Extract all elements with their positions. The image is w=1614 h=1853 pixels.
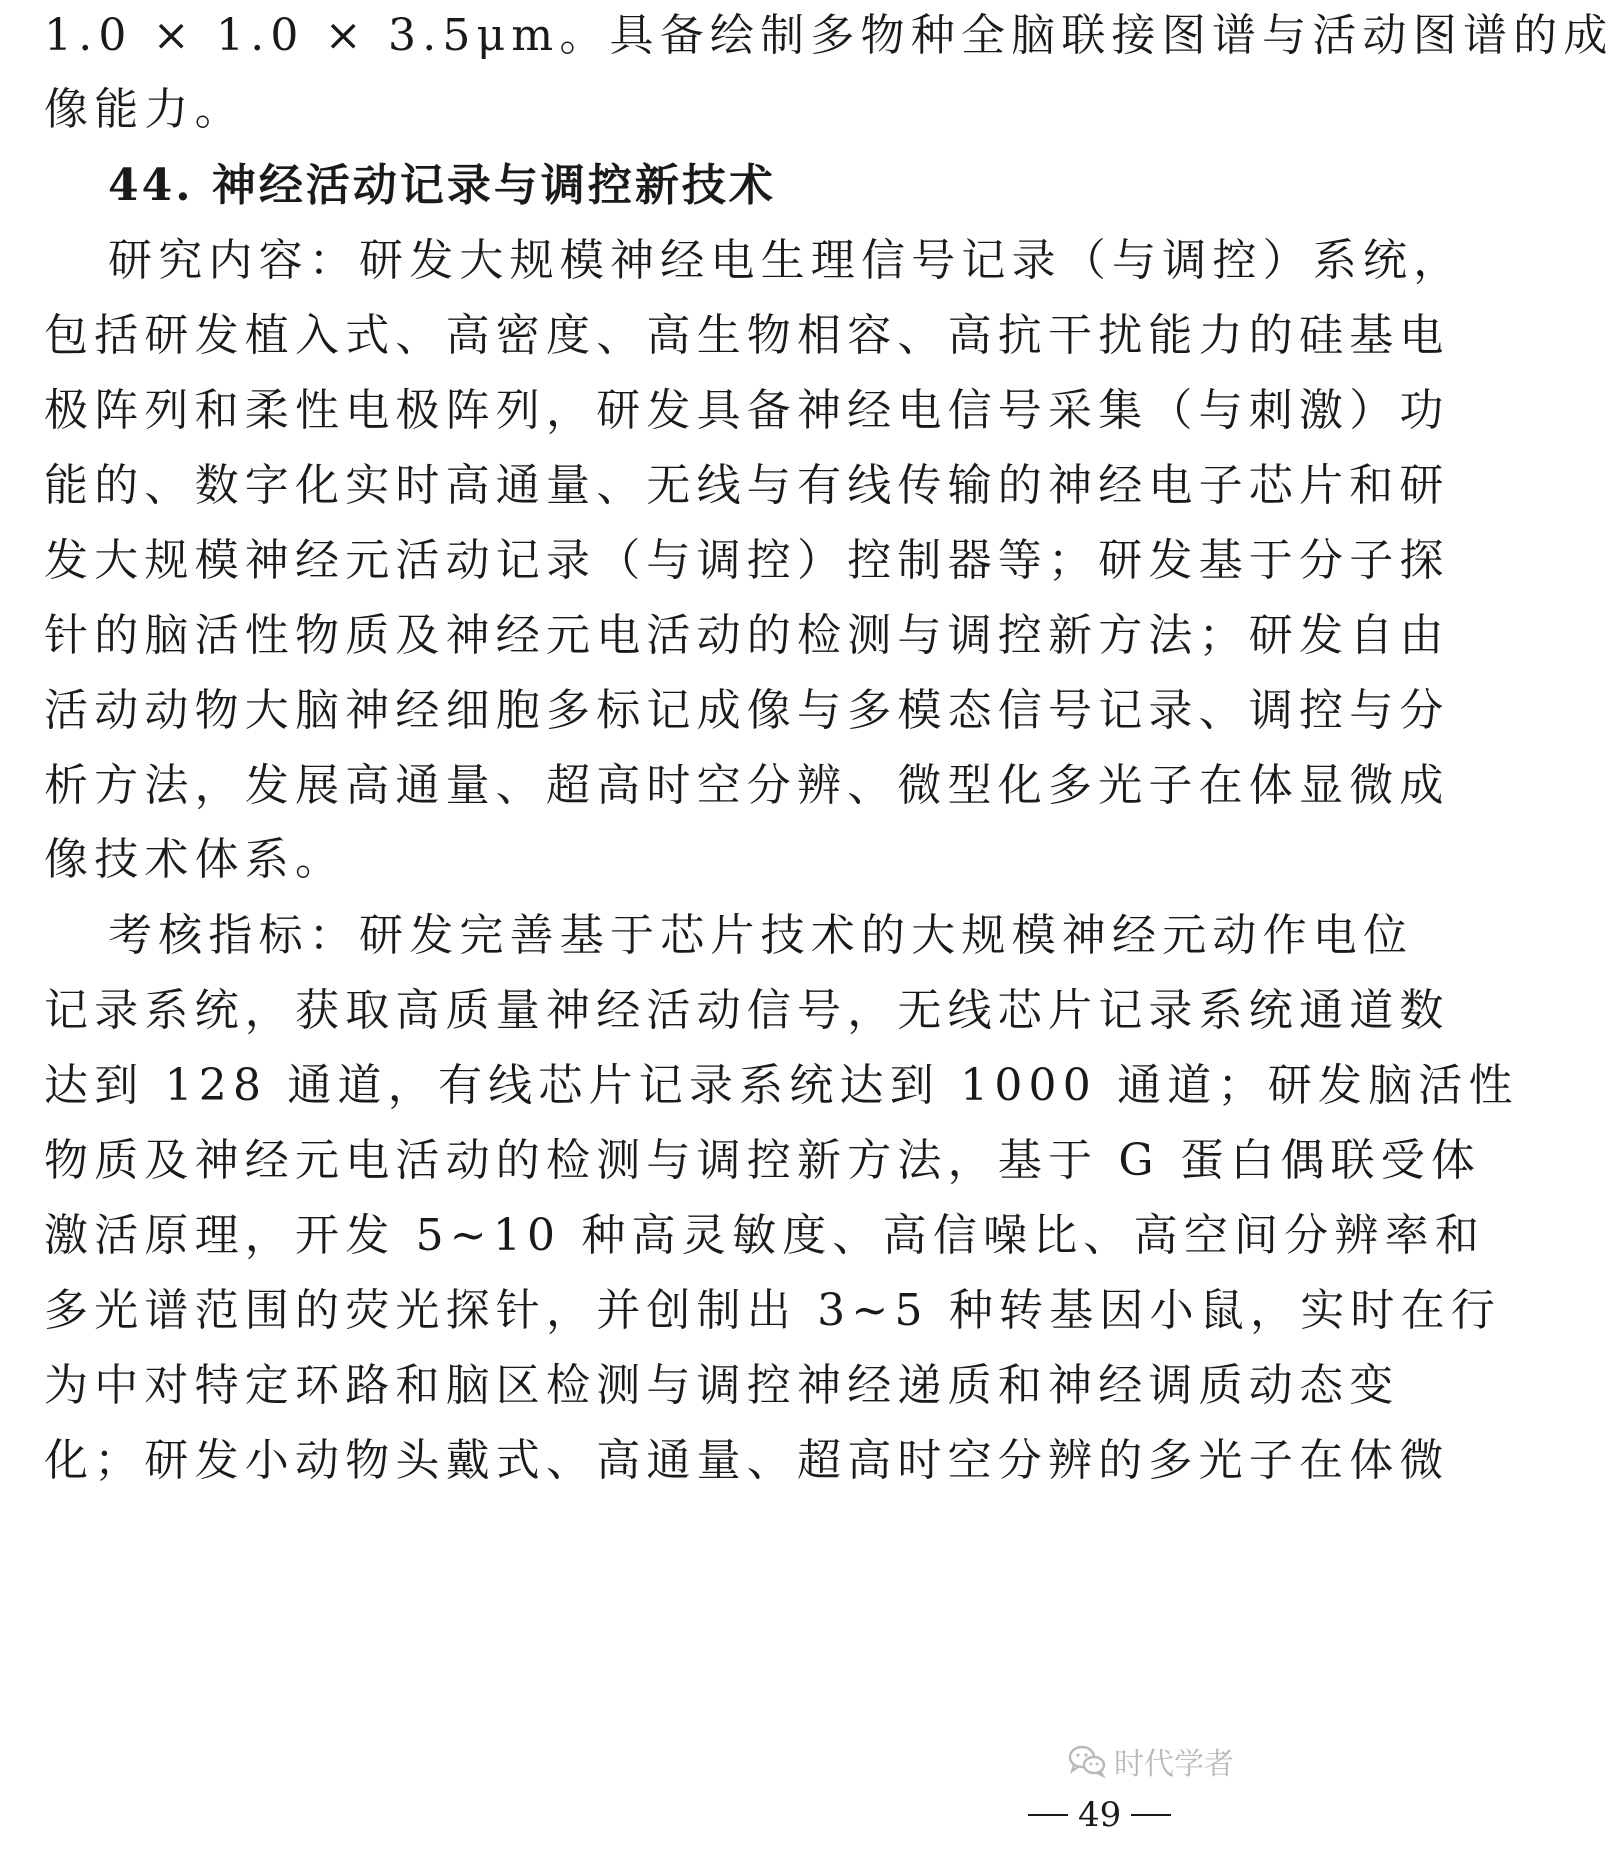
watermark-text: 时代学者	[1114, 1747, 1234, 1782]
text-line: 析方法，发展高通量、超高时空分辨、微型化多光子在体显微成	[44, 760, 1450, 811]
dash-right	[1131, 1814, 1171, 1816]
text-line: 研究内容：研发大规模神经电生理信号记录（与调控）系统，	[108, 235, 1464, 286]
text-line: 记录系统，获取高质量神经活动信号，无线芯片记录系统通道数	[44, 985, 1450, 1036]
section-heading: 44. 神经活动记录与调控新技术	[108, 160, 776, 211]
text-line: 多光谱范围的荧光探针，并创制出 3~5 种转基因小鼠，实时在行	[44, 1285, 1502, 1336]
page-number: 49	[1078, 1795, 1122, 1835]
text-line: 能的、数字化实时高通量、无线与有线传输的神经电子芯片和研	[44, 460, 1450, 511]
text-line: 极阵列和柔性电极阵列，研发具备神经电信号采集（与刺激）功	[44, 385, 1450, 436]
text-line: 达到 128 通道，有线芯片记录系统达到 1000 通道；研发脑活性	[44, 1060, 1519, 1111]
text-line: 针的脑活性物质及神经元电活动的检测与调控新方法；研发自由	[44, 610, 1450, 661]
text-line: 像技术体系。	[44, 834, 346, 885]
dash-left	[1028, 1814, 1068, 1816]
text-line: 为中对特定环路和脑区检测与调控神经递质和神经调质动态变	[44, 1360, 1400, 1411]
watermark	[1068, 1738, 1234, 1784]
text-line: 包括研发植入式、高密度、高生物相容、高抗干扰能力的硅基电	[44, 310, 1450, 361]
text-line: 激活原理，开发 5~10 种高灵敏度、高信噪比、高空间分辨率和	[44, 1210, 1486, 1261]
text-line: 活动动物大脑神经细胞多标记成像与多模态信号记录、调控与分	[44, 685, 1450, 736]
text-line: 发大规模神经元活动记录（与调控）控制器等；研发基于分子探	[44, 535, 1450, 586]
text-line: 考核指标：研发完善基于芯片技术的大规模神经元动作电位	[108, 910, 1414, 961]
page-number-block	[1028, 1793, 1171, 1837]
wechat-icon	[1068, 1745, 1106, 1777]
text-line: 1.0 × 1.0 × 3.5μm。具备绘制多物种全脑联接图谱与活动图谱的成	[44, 10, 1614, 61]
text-line: 像能力。	[44, 84, 245, 135]
text-line: 物质及神经元电活动的检测与调控新方法，基于 G 蛋白偶联受体	[44, 1135, 1482, 1186]
text-line: 化；研发小动物头戴式、高通量、超高时空分辨的多光子在体微	[44, 1435, 1450, 1486]
